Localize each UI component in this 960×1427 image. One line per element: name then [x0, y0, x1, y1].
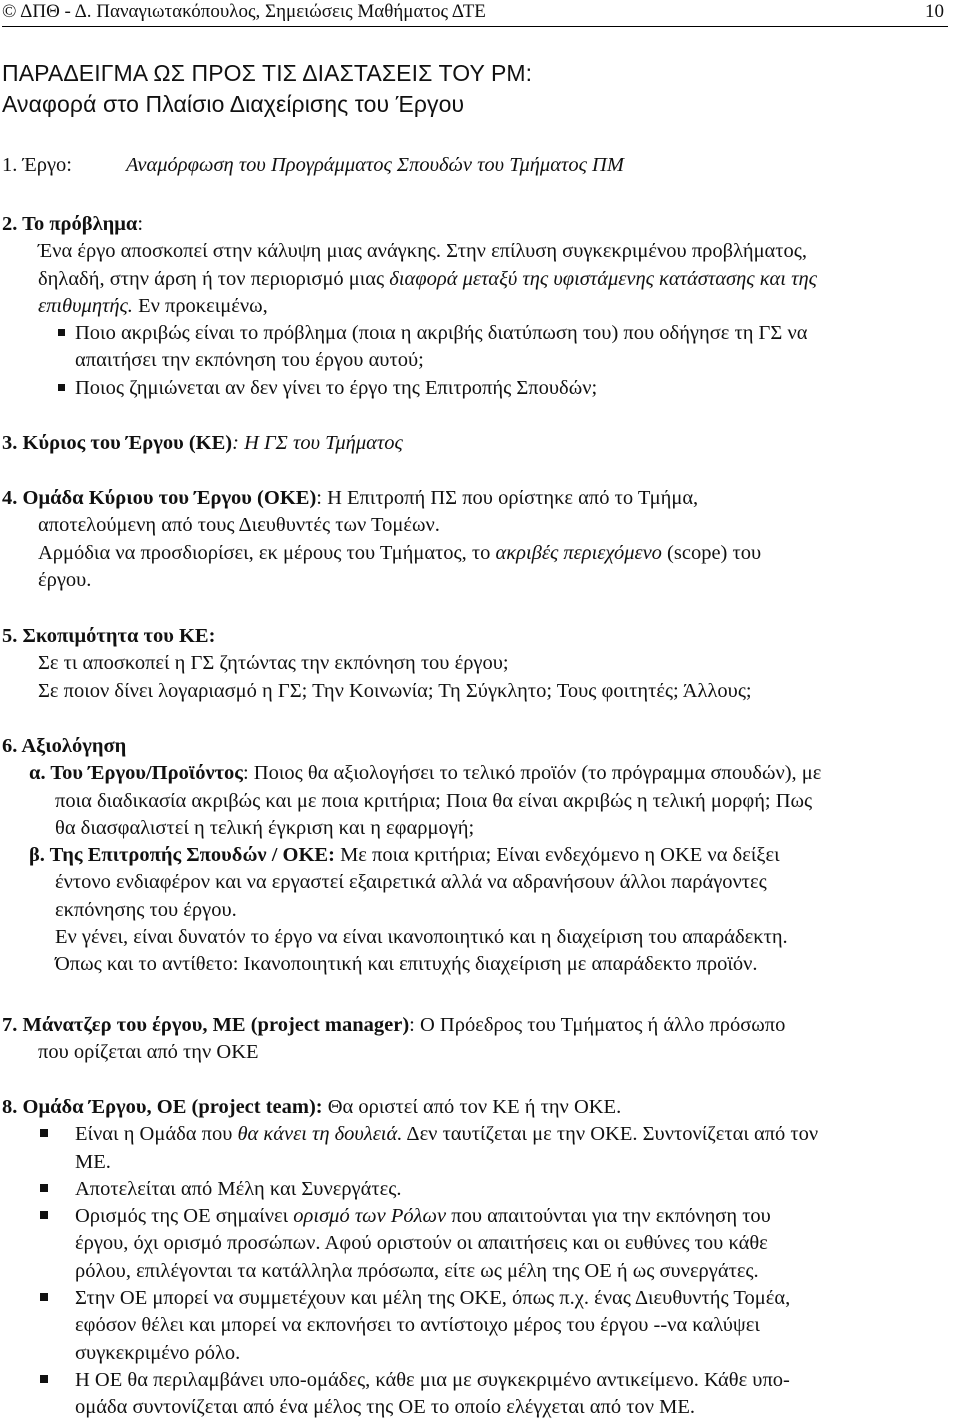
page-number: 10 [925, 1, 944, 22]
page-title [2, 58, 532, 120]
list-item-continued: απαιτήσει την εκπόνηση του έργου αυτού; [75, 349, 424, 372]
section-4-line-3: Αρμόδια να προσδιορίσει, εκ μέρους του Τμήματος, το ακριβές περιεχόμενο (scope) του [38, 541, 762, 564]
header-text: © ΔΠΘ - Δ. Παναγιωτακόπουλος, Σημειώσεις Μαθήματος ΔΤΕ [2, 1, 486, 22]
list-item: Ποιο ακριβώς είναι το πρόβλημα (ποια η ακριβής διατύπωση του) που οδήγησε τη ΓΣ να [2, 320, 954, 347]
bullet-square-icon [40, 1184, 48, 1192]
section-6b-line-2: έντονο ενδιαφέρον και να εργαστεί εξαιρετικά αλλά να αδρανήσουν άλλοι παράγοντες [55, 871, 767, 894]
section-6b-line-4: Εν γένει, είναι δυνατόν το έργο να είναι ικανοποιητικό και η διαχείριση του απαράδεκτη. [55, 926, 788, 949]
page-header [2, 0, 948, 27]
section-2-line-3: επιθυμητής. Εν προκειμένω, [38, 294, 268, 317]
bullet-square-icon [40, 1293, 48, 1301]
bullet-square-icon [40, 1211, 48, 1219]
section-5 [2, 623, 954, 705]
section-3-heading: 3. Κύριος του Έργου (ΚΕ) [2, 432, 233, 454]
section-6: 6. Αξιολόγηση α. Του Έργου/Προϊόντος: Ποιος θα αξιολογήσει το τελικό προϊόν (το πρόγραμμα σπουδών), με ποια διαδικασία ακριβώς και με ποια κριτήρια; Ποια θα είναι ακριβώς η τελική μορφή; Πως θα διασφαλιστεί η τελική έγκριση και η εφαρμογή; β. Της Επιτροπής Σπουδών / ΟΚΕ: Με ποια κριτήρια; Είναι ενδεχόμενο η ΟΚΕ να δείξει έντονο ενδιαφέρον και να εργαστεί εξαιρετικά αλλά να αδρανήσουν άλλοι παράγοντες εκπόνησης του έργου. Εν γένει, είναι δυνατόν το έργο να είναι ικανοποιητικό και η διαχείριση του απαράδεκτη. Όπως και το αντίθετο: Ικανοποιητική και επιτυχής διαχείριση με απαράδεκτο προϊόν. [2, 733, 954, 979]
section-1-label: 1. Έργο: [2, 154, 72, 176]
list-item-continued: έργου, όχι ορισμό προσώπων. Αφού οριστούν οι απαιτήσεις και οι ευθύνες του κάθε [75, 1232, 768, 1255]
list-item-continued: εφόσον θέλει και μπορεί να εκπονήσει το αντίστοιχο μέρος του έργου --να καλύψει [75, 1314, 760, 1337]
section-6a-line-2: ποια διαδικασία ακριβώς και με ποια κριτήρια; Ποια θα είναι ακριβώς η τελική μορφή; Πως [55, 789, 813, 812]
section-6a-line-3: θα διασφαλιστεί η τελική έγκριση και η εφαρμογή; [55, 816, 475, 839]
section-3: 3. Κύριος του Έργου (ΚΕ): Η ΓΣ του Τμήματος [2, 432, 403, 454]
section-2-line-2: δηλαδή, στην άρση ή τον περιορισμό μιας διαφορά μεταξύ της υφιστάμενης κατάστασης και της [38, 267, 817, 290]
section-4: 4. Ομάδα Κύριου του Έργου (ΟΚΕ): Η Επιτροπή ΠΣ που ορίστηκε από το Τμήμα, αποτελούμενη από τους Διευθυντές των Τομέων. Αρμόδια να προσδιορίσει, εκ μέρους του Τμήματος, το ακριβές περιεχόμενο (scope) του έργου. [2, 485, 954, 594]
bullet-square-icon [40, 1375, 48, 1383]
list-item-continued: συγκεκριμένο ρόλο. [75, 1341, 241, 1364]
section-6b-line-3: εκπόνησης του έργου. [55, 898, 237, 921]
bullet-square-icon [40, 1129, 48, 1137]
section-7: 7. Μάνατζερ του έργου, ΜΕ (project manager): Ο Πρόεδρος του Τμήματος ή άλλο πρόσωπο που ορίζεται από την ΟΚΕ [2, 1012, 954, 1067]
section-1-value: Αναμόρφωση του Προγράμματος Σπουδών του Τμήματος ΠΜ [126, 154, 624, 176]
list-item: Ορισμός της ΟΕ σημαίνει ορισμό των Ρόλων που απαιτούνται για την εκπόνηση του [2, 1203, 954, 1230]
section-2-line-1: Ένα έργο αποσκοπεί στην κάλυψη μιας ανάγκης. Στην επίλυση συγκεκριμένου προβλήματος, [38, 240, 808, 263]
list-item-continued: ρόλου, επιλέγονται τα κατάλληλα πρόσωπα, είτε ως μέλη της ΟΕ ή ως συνεργάτες. [75, 1259, 759, 1282]
section-7-line-2: που ορίζεται από την ΟΚΕ [38, 1041, 259, 1064]
list-item: Είναι η Ομάδα που θα κάνει τη δουλειά. Δεν ταυτίζεται με την ΟΚΕ. Συντονίζεται από τον [2, 1121, 954, 1148]
section-8: 8. Ομάδα Έργου, ΟΕ (project team): Θα οριστεί από τον ΚΕ ή την ΟΚΕ. Είναι η Ομάδα που θα κάνει τη δουλειά. Δεν ταυτίζεται με την ΟΚΕ. Συντονίζεται από τον ΜΕ. Αποτελείται από Μέλη και Συνεργάτες. Ορισμός της ΟΕ σημαίνει ορισμό των Ρόλων που απαιτούνται για την εκπόνηση του έργου, όχι ορισμό προσώπων. Αφού οριστούν οι απαιτήσεις και οι ευθύνες του κάθε ρόλου, επιλέγονται τα κατάλληλα πρόσωπα, είτε ως μέλη της ΟΕ ή ως συνεργάτες. Στην ΟΕ μπορεί να συμμετέχουν και μέλη της ΟΚΕ, όπως π.χ. ένας Διευθυντής Τομέα, εφόσον θέλει και μπορεί να εκπονήσει το αντίστοιχο μέρος του έργου --να καλύψει συγκεκριμένο ρόλο. Η ΟΕ θα περιλαμβάνει υπο-ομάδες, κάθε μια με συγκεκριμένο αντικείμενο. Κάθε υπο- ομάδα συντονίζεται από ένα μέλος της ΟΕ το οποίο ελέγχεται από τον ΜΕ. [2, 1094, 954, 1422]
section-5-line-1: Σε τι αποσκοπεί η ΓΣ ζητώντας την εκπόνηση του έργου; [38, 652, 509, 675]
section-7-heading: 7. Μάνατζερ του έργου, ΜΕ (project manager) [2, 1014, 410, 1036]
title-line-1: ΠΑΡΑΔΕΙΓΜΑ ΩΣ ΠΡΟΣ ΤΙΣ ΔΙΑΣΤΑΣΕΙΣ ΤΟΥ ΡΜ: [2, 60, 533, 86]
list-item-continued: ΜΕ. [75, 1150, 111, 1173]
section-6b-heading: β. Της Επιτροπής Σπουδών / ΟΚΕ: [29, 844, 335, 867]
section-5-heading: 5. Σκοπιμότητα του ΚΕ: [2, 625, 216, 647]
section-2-heading: 2. Το πρόβλημα [2, 213, 138, 235]
section-4-line-2: αποτελούμενη από τους Διευθυντές των Τομέων. [38, 514, 440, 537]
list-item-continued: ομάδα συντονίζεται από ένα μέλος της ΟΕ το οποίο ελέγχεται από τον ΜΕ. [75, 1396, 695, 1419]
title-line-2: Αναφορά στο Πλαίσιο Διαχείρισης του Έργου [2, 91, 465, 117]
section-6b-line-5: Όπως και το αντίθετο: Ικανοποιητική και επιτυχής διαχείριση με απαράδεκτο προϊόν. [55, 953, 758, 976]
list-item: Στην ΟΕ μπορεί να συμμετέχουν και μέλη της ΟΚΕ, όπως π.χ. ένας Διευθυντής Τομέα, [2, 1285, 954, 1312]
section-4-heading: 4. Ομάδα Κύριου του Έργου (ΟΚΕ) [2, 487, 317, 509]
section-5-line-2: Σε ποιον δίνει λογαριασμό η ΓΣ; Την Κοινωνία; Τη Σύγκλητο; Τους φοιτητές; Άλλους; [38, 679, 752, 702]
list-item: Αποτελείται από Μέλη και Συνεργάτες. [2, 1176, 954, 1203]
list-item: Η ΟΕ θα περιλαμβάνει υπο-ομάδες, κάθε μια με συγκεκριμένο αντικείμενο. Κάθε υπο- [2, 1367, 954, 1394]
section-8-heading: 8. Ομάδα Έργου, ΟΕ (project team): [2, 1096, 323, 1118]
bullet-square-icon [58, 329, 65, 336]
section-3-value: Η ΓΣ του Τμήματος [244, 432, 403, 454]
section-6-heading: 6. Αξιολόγηση [2, 735, 127, 757]
list-item: Ποιος ζημιώνεται αν δεν γίνει το έργο της Επιτροπής Σπουδών; [2, 375, 954, 402]
section-6a-heading: α. Του Έργου/Προϊόντος [29, 762, 243, 785]
bullet-square-icon [58, 384, 65, 391]
section-1 [2, 152, 954, 179]
section-4-line-4: έργου. [38, 568, 92, 591]
section-2: 2. Το πρόβλημα: Ένα έργο αποσκοπεί στην κάλυψη μιας ανάγκης. Στην επίλυση συγκεκριμένου προβλήματος, δηλαδή, στην άρση ή τον περιορισμό μιας διαφορά μεταξύ της υφιστάμενης κατάστασης και της επιθυμητής. Εν προκειμένω, Ποιο ακριβώς είναι το πρόβλημα (ποια η ακριβής διατύπωση του) που οδήγησε τη ΓΣ να απαιτήσει την εκπόνηση του έργου αυτού; Ποιος ζημιώνεται αν δεν γίνει το έργο της Επιτροπής Σπουδών; [2, 211, 954, 402]
